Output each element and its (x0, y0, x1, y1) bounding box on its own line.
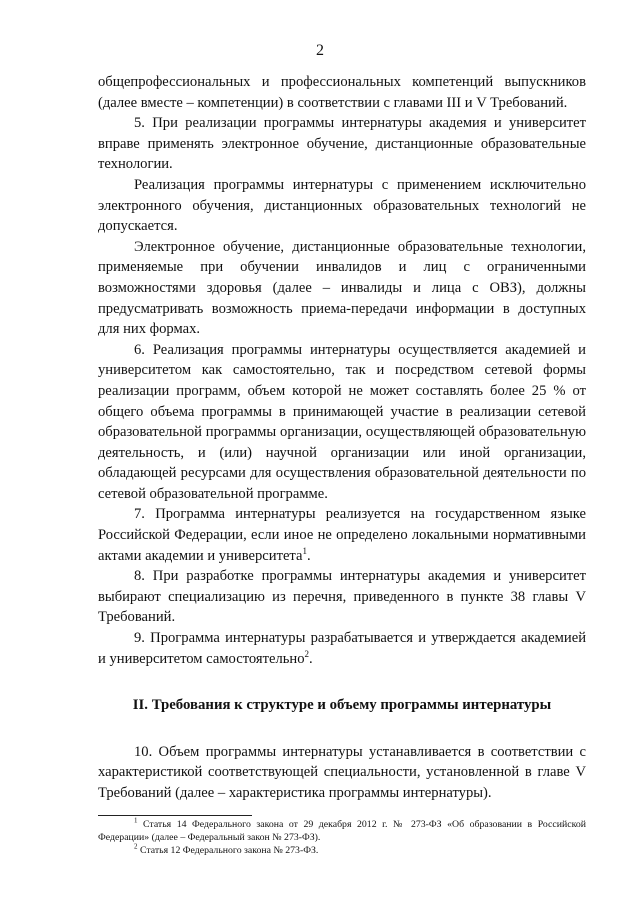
paragraph-text: 10. Объем программы интернатуры устанавливается в соответствии с характеристикой соответствующей специальности, установленной в главе V Требований (далее – характеристика программы интернатуры). (98, 743, 586, 801)
footnote-reference[interactable]: 2 (304, 648, 310, 659)
paragraph-elearning-restriction (98, 175, 586, 237)
footnote-mark: 1 (134, 816, 138, 825)
footnote-reference[interactable]: 1 (302, 545, 307, 556)
paragraph-text: 8. При разработке программы интернатуры академия и университет выбирают специализацию из перечня, приведенного в пункте 38 главы V Требований. (98, 568, 586, 626)
paragraph-end: . (309, 650, 313, 667)
paragraph-text: 7. Программа интернатуры реализуется на государственном языке Российской Федерации, если иное не определено локальными нормативными актами академии и университета (98, 506, 586, 564)
paragraph-end: . (306, 547, 311, 564)
paragraph-text: Реализация программы интернатуры с применением исключительно электронного обучения, дистанционных образовательных технологий не допускается. (98, 176, 586, 235)
paragraph-item-6 (98, 340, 586, 505)
paragraph-text: Электронное обучение, дистанционные образовательные технологии, применяемые при обучении инвалидов и лиц с ограниченными возможностями здоровья (далее – инвалиды и лица с ОВЗ), должны предусматривать возможность приема-передачи информации в доступных для них формах. (98, 238, 586, 338)
paragraph-item-9 (98, 628, 586, 669)
footnote-separator (98, 815, 252, 816)
document-body (98, 72, 586, 804)
paragraph-item-10 (98, 742, 586, 804)
page-number: 2 (316, 42, 324, 59)
footnotes (98, 818, 586, 857)
footnote-1 (98, 818, 586, 844)
paragraph-text: 5. При реализации программы интернатуры академия и университет вправе применять электронное обучение, дистанционные образовательные технологии. (98, 115, 586, 173)
footnote-text: Статья 12 Федерального закона № 273-ФЗ. (137, 845, 319, 856)
paragraph-item-7 (98, 504, 586, 566)
footnote-text: Статья 14 Федерального закона от 29 декабря 2012 г. № 273-ФЗ «Об образовании в Российской Федерации» (далее – Федеральный закон № 273-ФЗ). (98, 819, 586, 843)
section-heading: II. Требования к структуре и объему программы интернатуры (132, 697, 552, 714)
paragraph-competencies (98, 72, 586, 113)
paragraph-text: 6. Реализация программы интернатуры осуществляется академией и университетом как самостоятельно, так и посредством сетевой формы реализации программ, объем которой не может составлять более 25 % от общего объема программы в принимающей участие в реализации сетевой образовательной программы организации, осуществляющей образовательную деятельность, и (или) научной организации или иной организации, обладающей ресурсами для осуществления образовательной деятельности по сетевой образовательной программе. (98, 341, 586, 502)
paragraph-disabled-learners (98, 237, 586, 340)
paragraph-item-8 (98, 566, 586, 628)
paragraph-text: общепрофессиональных и профессиональных компетенций выпускников (далее вместе – компетенции) в соответствии с главами III и V Требований. (98, 74, 586, 111)
footnote-mark: 2 (134, 842, 138, 851)
paragraph-item-5 (98, 113, 586, 175)
paragraph-text: 9. Программа интернатуры разрабатывается и утверждается академией и университетом самостоятельно (98, 630, 586, 667)
footnote-2 (98, 844, 586, 857)
